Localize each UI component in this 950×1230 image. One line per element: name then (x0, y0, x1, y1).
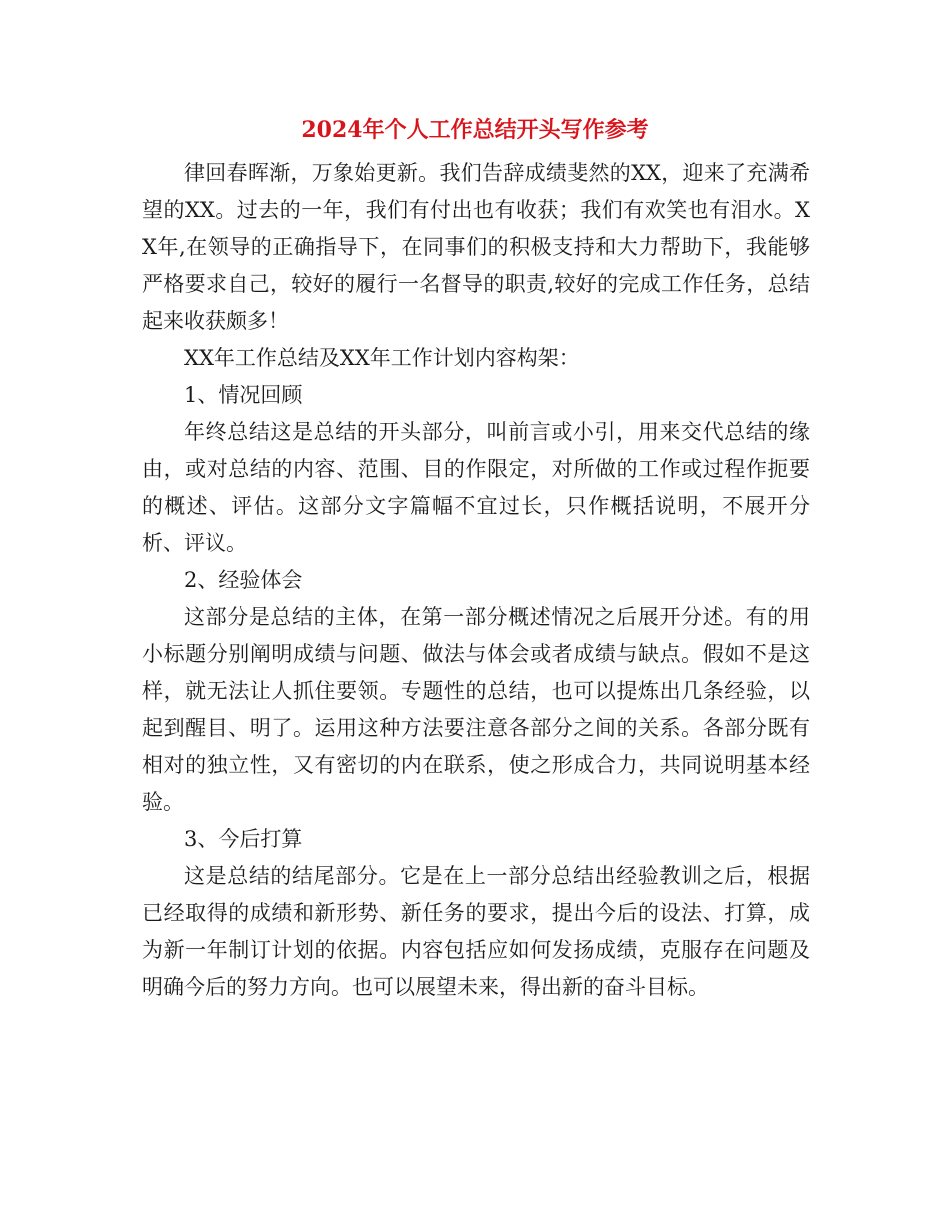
section-heading-review: 1、情况回顾 (184, 383, 303, 407)
framework-line: XX年工作总结及XX年工作计划内容构架： (184, 346, 580, 370)
section-heading-plans: 3、今后打算 (184, 827, 303, 851)
section-body-review: 年终总结这是总结的开头部分，叫前言或小引，用来交代总结的缘由，或对总结的内容、范围、目的作限定，对所做的工作或过程作扼要的概述、评估。这部分文字篇幅不宜过长，只作概括说明，不展开分析、评议。 (142, 420, 810, 555)
section-body-plans: 这是总结的结尾部分。它是在上一部分总结出经验教训之后，根据已经取得的成绩和新形势、新任务的要求，提出今后的设法、打算，成为新一年制订计划的依据。内容包括应如何发扬成绩，克服存在问题及明确今后的努力方向。也可以展望未来，得出新的奋斗目标。 (142, 864, 810, 999)
section-body-experience: 这部分是总结的主体，在第一部分概述情况之后展开分述。有的用小标题分别阐明成绩与问题、做法与体会或者成绩与缺点。假如不是这样，就无法让人抓住要领。专题性的总结，也可以提炼出几条经验，以起到醒目、明了。运用这种方法要注意各部分之间的关系。各部分既有相对的独立性，又有密切的内在联系，使之形成合力，共同说明基本经验。 (142, 605, 810, 814)
document-title: 2024年个人工作总结开头写作参考 (301, 117, 649, 143)
section-heading-experience: 2、经验体会 (184, 568, 303, 592)
document-body (142, 155, 810, 1006)
intro-paragraph: 律回春晖渐，万象始更新。我们告辞成绩斐然的XX，迎来了充满希望的XX。过去的一年，我们有付出也有收获；我们有欢笑也有泪水。XX年,在领导的正确指导下，在同事们的积极支持和大力帮助下，我能够严格要求自己，较好的履行一名督导的职责,较好的完成工作任务，总结起来收获颇多！ (142, 161, 810, 333)
